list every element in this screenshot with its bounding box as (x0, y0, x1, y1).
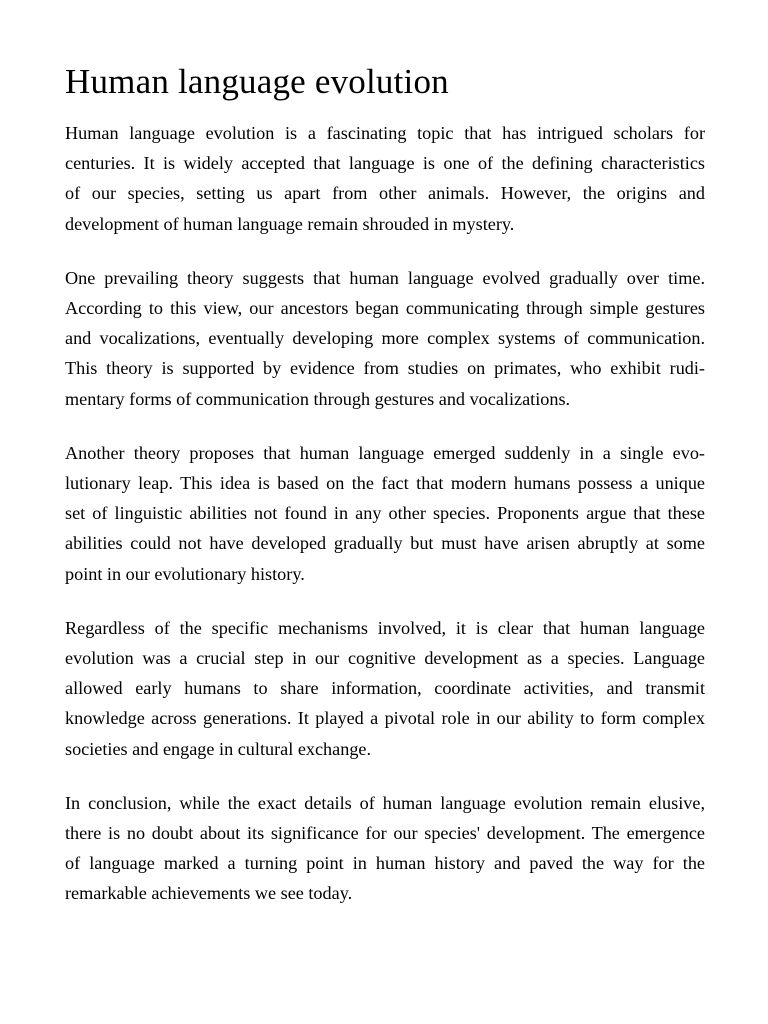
text-line: One prevailing theory suggests that human language evolved gradually over time. (65, 267, 705, 288)
text-line: Another theory proposes that human language emerged suddenly in a single evo- (65, 442, 705, 463)
paragraph-1 (65, 118, 705, 239)
text-line: there is no doubt about its significance for our species' development. The emergence (65, 823, 705, 844)
text-line: evolution was a crucial step in our cognitive development as a species. Language (65, 648, 705, 669)
text-line: and vocalizations, eventually developing more complex systems of communication. (65, 328, 705, 349)
text-line: of our species, setting us apart from other animals. However, the origins and (65, 183, 705, 204)
text-line: point in our evolutionary history. (65, 563, 305, 584)
text-line: lutionary leap. This idea is based on the fact that modern humans possess a unique (65, 473, 705, 494)
document-title: Human language evolution (65, 62, 449, 101)
text-line: development of human language remain shrouded in mystery. (65, 213, 515, 234)
text-line: allowed early humans to share information, coordinate activities, and transmit (65, 678, 705, 699)
text-line: abilities could not have developed gradually but must have arisen abruptly at some (65, 533, 705, 554)
text-line: According to this view, our ancestors began communicating through simple gestures (65, 298, 705, 319)
document-page (65, 58, 705, 933)
text-line: remarkable achievements we see today. (65, 883, 353, 904)
text-line: Human language evolution is a fascinating topic that has intrigued scholars for (65, 123, 705, 143)
text-line: societies and engage in cultural exchange. (65, 738, 372, 759)
text-line: Regardless of the specific mechanisms involved, it is clear that human language (65, 617, 705, 638)
text-line: knowledge across generations. It played a pivotal role in our ability to form complex (65, 708, 705, 729)
text-line: of language marked a turning point in human history and paved the way for the (65, 853, 705, 874)
text-line: mentary forms of communication through gestures and vocalizations. (65, 388, 571, 409)
text-line: In conclusion, while the exact details of human language evolution remain elusive, (65, 792, 705, 813)
text-line: set of linguistic abilities not found in any other species. Proponents argue that these (65, 503, 705, 524)
paragraph-3 (65, 438, 705, 589)
text-line: centuries. It is widely accepted that language is one of the defining characteristics (65, 153, 705, 174)
paragraph-4 (65, 613, 705, 764)
paragraph-2 (65, 263, 705, 414)
text-line: This theory is supported by evidence from studies on primates, who exhibit rudi- (65, 358, 705, 379)
paragraph-5 (65, 788, 705, 909)
